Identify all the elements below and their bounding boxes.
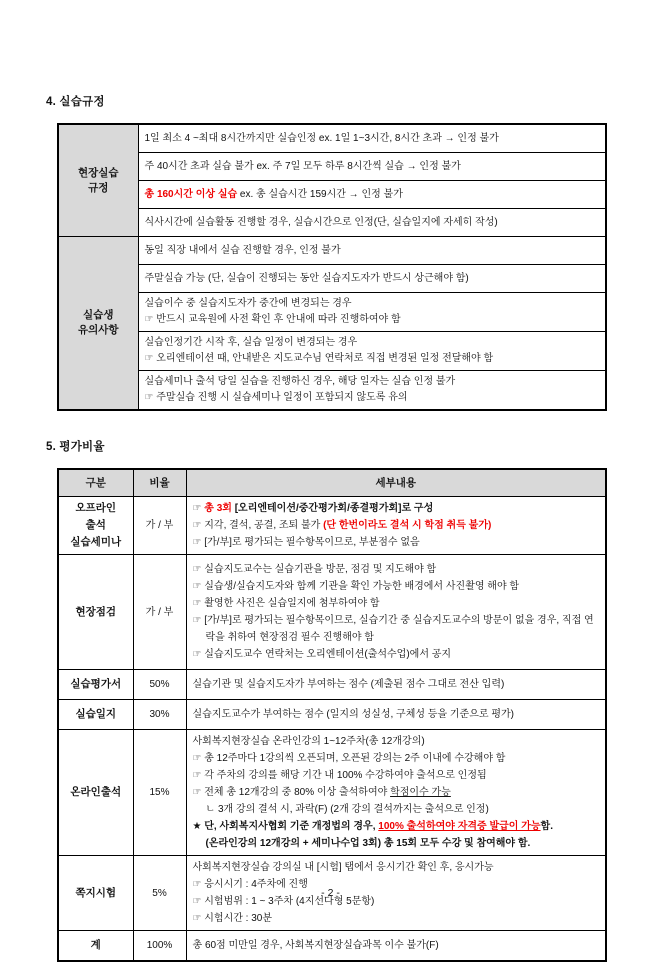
detail-line: ☞ 응시시기 : 4주차에 진행 bbox=[192, 879, 308, 890]
cell-category: 실습평가서 bbox=[58, 670, 133, 700]
cell-detail: 실습기관 및 실습지도자가 부여하는 점수 (제출된 점수 그대로 전산 입력) bbox=[186, 670, 606, 700]
cell-category: 쪽지시험 bbox=[58, 856, 133, 931]
rule-text: ☞ 반드시 교육원에 사전 확인 후 안내에 따라 진행하여야 함 bbox=[144, 314, 401, 325]
detail-line: ☞ 실습지도교수는 실습기관을 방문, 점검 및 지도해야 함 bbox=[192, 564, 437, 575]
detail-highlight-underline: 100% 출석하여야 자격증 발급이 가능 bbox=[378, 821, 541, 832]
table-row bbox=[58, 293, 606, 332]
detail-text: ★ 단, 사회복지사협회 기준 개정법의 경우, bbox=[192, 821, 379, 832]
rule-text: 1일 최소 4 ~최대 8시간까지만 실습인정 ex. 1일 1~3시간, 8시간 초과 → 인정 불가 bbox=[144, 132, 499, 144]
table-row bbox=[58, 237, 606, 265]
section4-title: 4. 실습규정 bbox=[46, 96, 105, 108]
category-label-line: 실습세미나 bbox=[70, 536, 122, 548]
note-supervisor-change bbox=[138, 293, 606, 332]
detail-line: 사회복지현장실습 온라인강의 1~12주차(총 12개강의) bbox=[192, 736, 425, 747]
table-row bbox=[58, 181, 606, 209]
cell-ratio: 5% bbox=[133, 856, 186, 931]
detail-underline: 학점이수 가능 bbox=[390, 787, 451, 798]
detail-line: ☞ 시험범위 : 1 ~ 3주차 (4지선다형 5문항) bbox=[192, 896, 375, 907]
group-label-line: 규정 bbox=[88, 181, 109, 194]
practicum-rules-table bbox=[57, 123, 607, 411]
cell-category: 현장점검 bbox=[58, 555, 133, 670]
page-number: - 2 - bbox=[321, 887, 340, 899]
rule-text: 식사시간에 실습활동 진행할 경우, 실습시간으로 인정(단, 실습일지에 자세히 작성) bbox=[144, 216, 498, 228]
table-row bbox=[58, 371, 606, 411]
detail-line: ☞ [가/부]로 평가되는 필수항목이므로, 부분점수 없음 bbox=[192, 537, 420, 548]
rule-text: 실습인정기간 시작 후, 실습 일정이 변경되는 경우 bbox=[144, 337, 358, 348]
row-practicum-journal bbox=[58, 700, 606, 730]
rule-text: 실습이수 중 실습지도자가 중간에 변경되는 경우 bbox=[144, 298, 352, 309]
row-online-attendance bbox=[58, 730, 606, 856]
rule-meal-time bbox=[138, 209, 606, 237]
note-seminar-day bbox=[138, 371, 606, 411]
group-label-line: 유의사항 bbox=[77, 324, 119, 336]
note-weekend bbox=[138, 265, 606, 293]
detail-line: (온라인강의 12개강의 + 세미나수업 3회) 총 15회 모두 수강 및 참여해야 함. bbox=[205, 838, 531, 849]
section5-title: 5. 평가비율 bbox=[46, 441, 105, 453]
rule-text: 주말실습 가능 (단, 실습이 진행되는 동안 실습지도자가 반드시 상근해야 함) bbox=[144, 272, 469, 284]
table-row bbox=[58, 209, 606, 237]
detail-line: ☞ [가/부]로 평가되는 필수항목이므로, 실습기간 중 실습지도교수의 방문이 없을 경우, 직접 연락을 취하여 현장점검 필수 진행해야 함 bbox=[192, 615, 594, 643]
table-row bbox=[58, 124, 606, 153]
detail-highlight: (단 한번이라도 결석 시 학점 취득 불가) bbox=[323, 520, 492, 531]
rule-text: ☞ 주말실습 진행 시 실습세미나 일정이 포함되지 않도록 유의 bbox=[144, 392, 408, 403]
detail-text: ☞ 지각, 결석, 공결, 조퇴 불가 bbox=[192, 520, 324, 531]
category-label-line: 오프라인 bbox=[75, 502, 117, 514]
category-label-line: 출석 bbox=[85, 519, 106, 531]
detail-line: ☞ 실습생/실습지도자와 함께 기관을 확인 가능한 배경에서 사진촬영 해야 함 bbox=[192, 581, 520, 592]
detail-line: ☞ 각 주차의 강의를 해당 기간 내 100% 수강하여야 출석으로 인정됨 bbox=[192, 770, 487, 781]
detail-line: 사회복지현장실습 강의실 내 [시험] 탭에서 응시기간 확인 후, 응시가능 bbox=[192, 862, 494, 873]
cell-category bbox=[58, 497, 133, 555]
table-header-row bbox=[58, 469, 606, 497]
header-category: 구분 bbox=[58, 469, 133, 497]
group-label-trainee-notes bbox=[58, 237, 138, 411]
row-offline-attendance bbox=[58, 497, 606, 555]
cell-detail bbox=[186, 555, 606, 670]
note-same-workplace bbox=[138, 237, 606, 265]
rule-weekly-hours bbox=[138, 153, 606, 181]
detail-line: ☞ 시험시간 : 30분 bbox=[192, 913, 273, 924]
cell-category: 온라인출석 bbox=[58, 730, 133, 856]
note-schedule-change bbox=[138, 332, 606, 371]
rule-text: ex. 총 실습시간 159시간 → 인정 불가 bbox=[237, 188, 403, 200]
detail-line bbox=[193, 500, 600, 517]
detail-text: ☞ 전체 총 12개강의 중 80% 이상 출석하여야 bbox=[192, 787, 391, 798]
detail-text: [오리엔테이션/중간평가회/종결평가회]로 구성 bbox=[231, 503, 434, 514]
cell-ratio: 가 / 부 bbox=[133, 555, 186, 670]
cell-ratio: 가 / 부 bbox=[133, 497, 186, 555]
row-evaluation-report bbox=[58, 670, 606, 700]
group-label-field-rules bbox=[58, 124, 138, 237]
cell-ratio: 30% bbox=[133, 700, 186, 730]
row-site-inspection bbox=[58, 555, 606, 670]
group-label-line: 실습생 bbox=[83, 309, 114, 321]
detail-line bbox=[193, 818, 600, 835]
detail-line: ☞ 총 12주마다 1강의씩 오픈되며, 오픈된 강의는 2주 이내에 수강해야 함 bbox=[192, 753, 506, 764]
cell-ratio: 100% bbox=[133, 931, 186, 962]
cell-category: 계 bbox=[58, 931, 133, 962]
header-ratio: 비율 bbox=[133, 469, 186, 497]
table-row bbox=[58, 265, 606, 293]
group-label-line: 현장실습 bbox=[77, 166, 119, 179]
detail-line: ☞ 촬영한 사진은 실습일지에 첨부하여야 함 bbox=[192, 598, 380, 609]
table-row bbox=[58, 153, 606, 181]
detail-line: ☞ 실습지도교수 연락처는 오리엔테이션(출석수업)에서 공지 bbox=[192, 649, 452, 660]
detail-highlight: 총 3회 bbox=[204, 503, 232, 514]
bullet-hand-icon: ☞ bbox=[192, 503, 205, 514]
cell-detail: 총 60점 미만일 경우, 사회복지현장실습과목 이수 불가(F) bbox=[186, 931, 606, 962]
rule-total-hours bbox=[138, 181, 606, 209]
detail-line bbox=[193, 784, 600, 801]
cell-ratio: 15% bbox=[133, 730, 186, 856]
row-total bbox=[58, 931, 606, 962]
cell-ratio: 50% bbox=[133, 670, 186, 700]
rule-text: 동일 직장 내에서 실습 진행할 경우, 인정 불가 bbox=[144, 244, 341, 256]
rule-text: ☞ 오리엔테이션 때, 안내받은 지도교수님 연락처로 직접 변경된 일정 전달해야 함 bbox=[144, 353, 494, 364]
cell-category: 실습일지 bbox=[58, 700, 133, 730]
table-row bbox=[58, 332, 606, 371]
cell-detail bbox=[186, 497, 606, 555]
rule-text: 실습세미나 출석 당일 실습을 진행하신 경우, 해당 일자는 실습 인정 불가 bbox=[144, 376, 456, 387]
rule-daily-hours bbox=[138, 124, 606, 153]
header-detail: 세부내용 bbox=[186, 469, 606, 497]
cell-detail: 실습지도교수가 부여하는 점수 (일지의 성실성, 구체성 등을 기준으로 평가) bbox=[186, 700, 606, 730]
rule-text-highlight: 총 160시간 이상 실습 bbox=[144, 188, 238, 200]
rule-text: 주 40시간 초과 실습 불가 ex. 주 7일 모두 하루 8시간씩 실습 → 인정 불가 bbox=[144, 160, 461, 172]
detail-line bbox=[193, 517, 600, 534]
cell-detail bbox=[186, 730, 606, 856]
detail-text: 함. bbox=[540, 821, 553, 832]
detail-line: ㄴ 3개 강의 결석 시, 과락(F) (2개 강의 결석까지는 출석으로 인정) bbox=[205, 804, 489, 815]
